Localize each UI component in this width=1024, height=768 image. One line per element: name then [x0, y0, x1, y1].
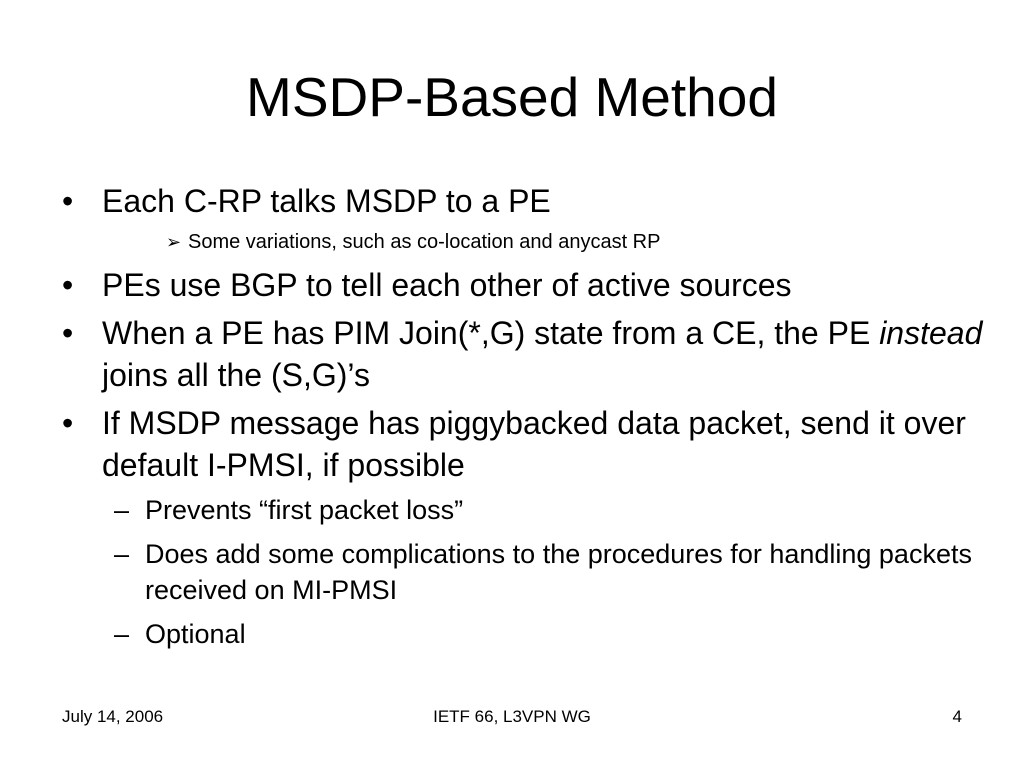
bullet-text: If MSDP message has piggybacked data packet, send it over default I-PMSI, if possible [102, 405, 966, 483]
bullet-marker: • [62, 405, 74, 441]
bullet-marker: • [62, 267, 74, 303]
footer-page-number: 4 [952, 707, 962, 726]
sub-bullet-text: Prevents “first packet loss” [145, 495, 464, 525]
sub-bullet-text: Optional [145, 619, 246, 649]
sub-bullet-item [56, 228, 986, 256]
bullet-text [102, 315, 982, 393]
bullet-item [56, 312, 986, 396]
bullet-item [56, 402, 986, 486]
bullet-marker: • [62, 183, 74, 219]
bullet-text-part: joins all the (S,G)’s [102, 357, 370, 393]
footer-date: July 14, 2006 [62, 707, 164, 726]
bullet-text: Each C-RP talks MSDP to a PE [102, 183, 551, 219]
emphasis-text: instead [879, 315, 983, 351]
bullet-item [56, 264, 986, 306]
sub-bullet-text: Does add some complications to the procedures for handling packets received on MI-PMSI [145, 539, 972, 605]
dash-marker: – [114, 539, 130, 569]
bullet-list [56, 180, 986, 660]
bullet-item [56, 180, 986, 222]
sub-bullet-item [56, 536, 986, 608]
dash-marker: – [114, 619, 130, 649]
footer-event: IETF 66, L3VPN WG [433, 707, 591, 726]
arrow-icon: ➢ [166, 232, 182, 252]
dash-marker: – [114, 495, 130, 525]
sub-bullet-item [56, 492, 986, 528]
bullet-text-part: When a PE has PIM Join(*,G) state from a CE, the PE [102, 315, 880, 351]
sub-bullet-item [56, 616, 986, 652]
sub-bullet-text: Some variations, such as co-location and anycast RP [188, 231, 661, 253]
bullet-text: PEs use BGP to tell each other of active sources [102, 267, 792, 303]
bullet-marker: • [62, 315, 74, 351]
slide-title: MSDP-Based Method [246, 66, 778, 128]
